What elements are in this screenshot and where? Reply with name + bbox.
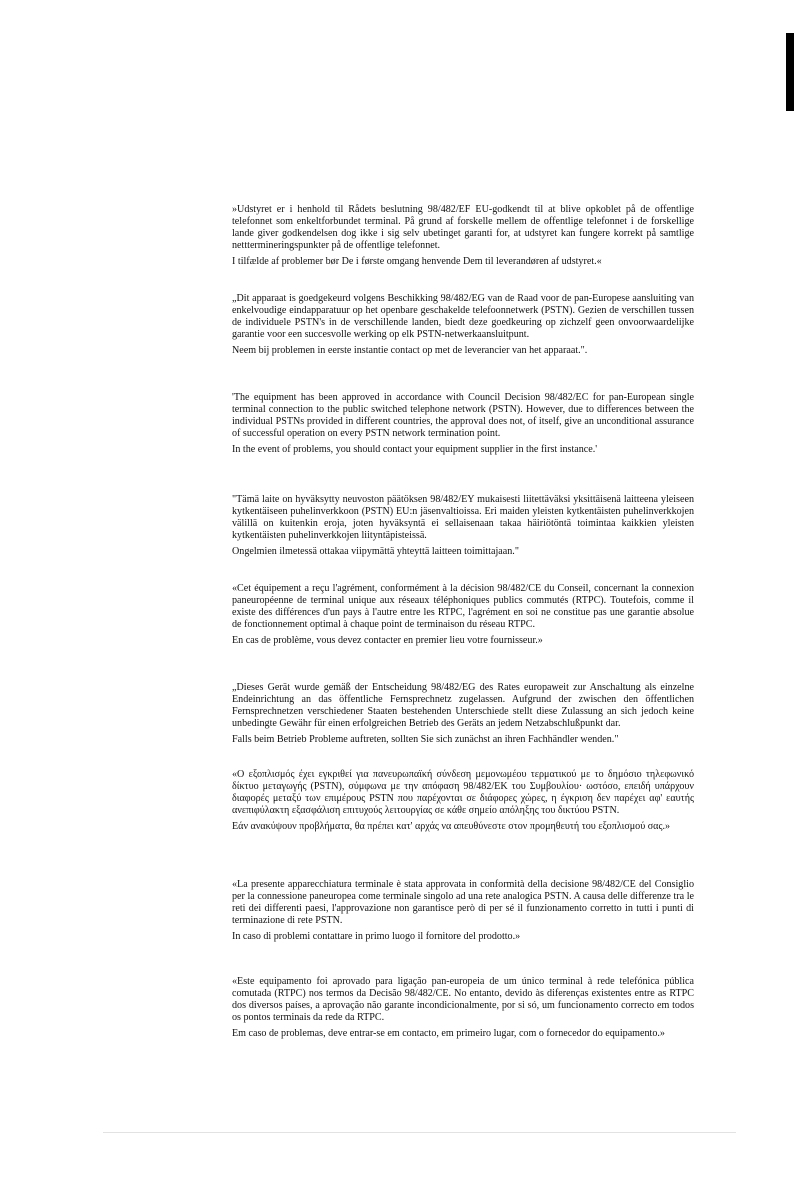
notice-greek	[232, 769, 694, 833]
notice-statement: "Tämä laite on hyväksytty neuvoston päätöksen 98/482/EY mukaisesti liitettäväksi yksittäisenä laitteena yleiseen kytkentäiseen puhelinverkkoon (PSTN) EU:n jäsenvaltioissa. Eri maiden yleisten kytkentäisten puhelinverkkojen välillä on kuitenkin eroja, joten hyväksyntä ei sellaisenaan takaa häiriötöntä toimintaa kaikkien yleisten kytkentäisten puhelinverkkojen liityntäpisteissä.	[232, 494, 694, 541]
notice-statement: «Ο εξοπλισμός έχει εγκριθεί για πανευρωπαϊκή σύνδεση μεμονωμέου τερματικού με το δημόσιο τηλεφωνικό δίκτυο μεταγωγής (PSTN), σύμφωνα με την απόφαση 98/482/ΕΚ του Συμβουλίου· ωστόσο, επειδή υπάρχουν διαφορές μεταξύ των επιμέρους PSTN που παρέχονται σε διάφορες χώρες, η έγκριση δεν παρέχει αφ' εαυτής ανεπιφύλακτη εξασφάλιση επιτυχούς λειτουργίας σε κάθε σημείο απόληξης του δικτύου PSTN.	[232, 769, 694, 816]
notice-statement: „Dit apparaat is goedgekeurd volgens Beschikking 98/482/EG van de Raad voor de pan-Europese aansluiting van enkelvoudige eindapparatuur op het openbare geschakelde telefoonnetwerk (PSTN). Gezien de verschillen tussen de individuele PSTN's in de verschillende landen, biedt deze goedkeuring op zichzelf geen onvoorwaardelijke garantie voor een succesvolle werking op elk PSTN-netwerkaansluitpunt.	[232, 293, 694, 340]
page-edge-tab	[786, 33, 794, 111]
notice-finnish	[232, 494, 694, 558]
notice-advice: Εάν ανακύψουν προβλήματα, θα πρέπει κατ' αρχάς να απευθύνεστε στον προμηθευτή του εξοπλισμού σας.»	[232, 821, 671, 832]
notice-advice: In the event of problems, you should contact your equipment supplier in the first instance.'	[232, 444, 598, 455]
notice-dutch	[232, 293, 694, 357]
notice-italian	[232, 879, 694, 943]
notice-danish	[232, 204, 694, 268]
notice-statement: „Dieses Gerät wurde gemäß der Entscheidung 98/482/EG des Rates europaweit zur Anschaltung als einzelne Endeinrichtung an das öffentliche Fernsprechnetz zugelassen. Aufgrund der zwischen den öffentlichen Fernsprechnetzen verschiedener Staaten bestehenden Unterschiede stellt diese Zulassung an sich jedoch keine unbedingte Gewähr für einen erfolgreichen Betrieb des Geräts an jedem Netzabschlußpunkt dar.	[232, 682, 694, 729]
notice-statement: 'The equipment has been approved in accordance with Council Decision 98/482/EC for pan-European single terminal connection to the public switched telephone network (PSTN). However, due to differences between the individual PSTNs provided in different countries, the approval does not, of itself, give an unconditional assurance of successful operation on every PSTN network termination point.	[232, 392, 694, 439]
notice-statement: »Udstyret er i henhold til Rådets beslutning 98/482/EF EU-godkendt til at blive opkoblet på de offentlige telefonnet som enkeltforbundet terminal. På grund af forskelle mellem de offentlige telefonnet i de forskellige lande giver godkendelsen dog ikke i sig selv ubetinget garanti for, at udstyret kan fungere korrekt på samtlige netttermineringspunkter på de offentlige telefonnet.	[232, 204, 694, 251]
notice-advice: I tilfælde af problemer bør De i første omgang henvende Dem til leverandøren af udstyret.«	[232, 256, 602, 267]
notice-advice: Neem bij problemen in eerste instantie contact op met de leverancier van het apparaat.".	[232, 345, 588, 356]
notice-advice: Falls beim Betrieb Probleme auftreten, sollten Sie sich zunächst an ihren Fachhändler wenden."	[232, 734, 619, 745]
notice-advice: En cas de problème, vous devez contacter en premier lieu votre fournisseur.»	[232, 635, 543, 646]
notice-french	[232, 583, 694, 647]
notice-advice: In caso di problemi contattare in primo luogo il fornitore del prodotto.»	[232, 931, 521, 942]
notice-advice: Ongelmien ilmetessä ottakaa viipymättä yhteyttä laitteen toimittajaan."	[232, 546, 519, 557]
notice-statement: «Este equipamento foi aprovado para ligação pan-europeia de um único terminal à rede telefónica pública comutada (RTPC) nos termos da Decisão 98/482/CE. No entanto, devido às diferenças existentes entre as RTPC dos diversos países, a aprovação não garante incondicionalmente, por si só, um funcionamento correcto em todos os pontos terminais da rede da RTPC.	[232, 976, 694, 1023]
notice-german	[232, 682, 694, 746]
notice-statement: «La presente apparecchiatura terminale è stata approvata in conformità della decisione 98/482/CE del Consiglio per la connessione paneuropea come terminale singolo ad una rete analogica PSTN. A causa delle differenze tra le reti dei differenti paesi, l'approvazione non garantisce però di per sé il funzionamento corretto in tutti i punti di terminazione di rete PSTN.	[232, 879, 694, 926]
footer-divider	[103, 1132, 736, 1133]
notice-portuguese	[232, 976, 694, 1040]
notice-english	[232, 392, 694, 456]
notice-advice: Em caso de problemas, deve entrar-se em contacto, em primeiro lugar, com o fornecedor do equipamento.»	[232, 1028, 665, 1039]
notice-statement: «Cet équipement a reçu l'agrément, conformément à la décision 98/482/CE du Conseil, concernant la connexion paneuropéenne de terminal unique aux réseaux téléphoniques publics commutés (RTPC). Toutefois, comme il existe des différences d'un pays à l'autre entre les RTPC, l'agrément en soi ne constitue pas une garantie absolue de fonctionnement optimal à chaque point de terminaison du réseau RTPC.	[232, 583, 694, 630]
